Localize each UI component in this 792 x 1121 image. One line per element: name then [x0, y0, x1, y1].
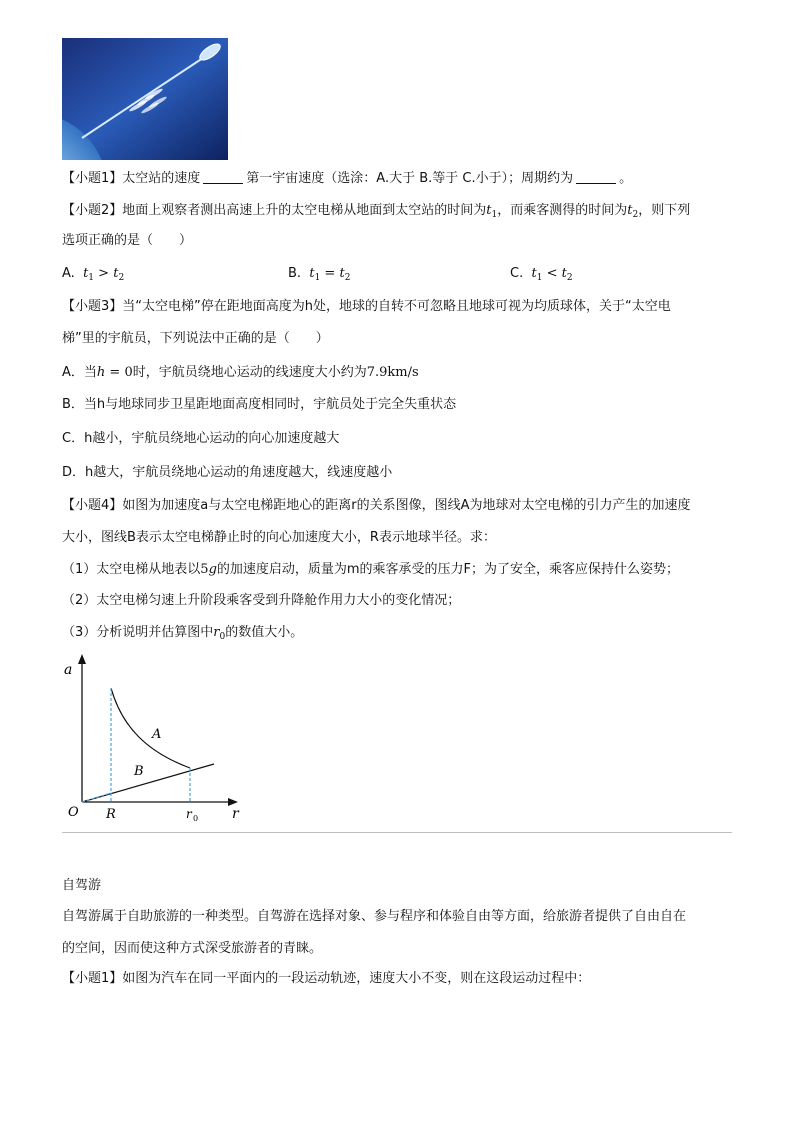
y-axis-arrow — [78, 654, 86, 664]
line-b-label: B — [134, 764, 144, 779]
q3-option-b[interactable]: B．当h与地球同步卫星距地面高度相同时，宇航员处于完全失重状态 — [62, 397, 457, 412]
question-4-sub-3: （3）分析说明并估算图中$r_0$的数值大小。 — [62, 625, 304, 642]
question-1-line: 【小题1】太空站的速度 第一宇宙速度（选涂：A.大于 B.等于 C.小于）；周期约为 。 — [62, 171, 633, 186]
q2-option-b[interactable]: B. $t_1 = t_2$ — [288, 266, 351, 283]
section-paragraph-line-2: 的空间，因而使这种方式深受旅游者的青睐。 — [62, 941, 323, 956]
r0-sub-label: 0 — [193, 814, 199, 823]
question-2-line-2: 选项正确的是（ ） — [62, 233, 193, 248]
question-4-sub-1: （1）太空电梯从地表以5g的加速度启动，质量为m的乘客承受的压力F；为了安全，乘客应保持什么姿势； — [62, 562, 680, 577]
origin-label: O — [68, 805, 79, 820]
section-divider — [62, 832, 732, 833]
x-axis-arrow — [228, 798, 238, 806]
q2-option-c[interactable]: C. $t_1 < t_2$ — [510, 266, 573, 283]
question-4-sub-2: （2）太空电梯匀速上升阶段乘客受到升降舱作用力大小的变化情况； — [62, 593, 461, 608]
y-axis-label: a — [64, 662, 73, 678]
q2-option-a[interactable]: A. $t_1 > t_2$ — [62, 266, 125, 283]
q3-option-d[interactable]: D．h越大，宇航员绕地心运动的角速度越大，线速度越小 — [62, 465, 393, 480]
acceleration-distance-graph — [62, 652, 252, 832]
question-2-line-1: 【小题2】地面上观察者测出高速上升的太空电梯从地面到太空站的时间为$t_1$，而乘客测得的时间为$t_2$，则下列 — [62, 203, 691, 220]
curve-a — [111, 688, 190, 768]
r-label: R — [106, 807, 116, 822]
question-3-line-2: 梯”里的宇航员，下列说法中正确的是（ ） — [62, 331, 329, 346]
curve-a-label: A — [152, 727, 162, 742]
question-4-line-1: 【小题4】如图为加速度a与太空电梯距地心的距离r的关系图像，图线A为地球对太空电梯的引力产生的加速度 — [62, 498, 691, 513]
space-elevator-image — [62, 38, 228, 160]
x-axis-label: r — [232, 806, 239, 822]
answer-blank[interactable] — [203, 171, 243, 184]
q3-option-c[interactable]: C．h越小，宇航员绕地心运动的向心加速度越大 — [62, 431, 340, 446]
question-3-line-1: 【小题3】当“太空电梯”停在距地面高度为h处，地球的自转不可忽略且地球可视为均质球体，关于“太空电 — [62, 299, 671, 314]
question-4-line-2: 大小，图线B表示太空电梯静止时的向心加速度大小，R表示地球半径。求： — [62, 530, 496, 545]
section-title: 自驾游 — [62, 878, 102, 893]
section-question-1: 【小题1】如图为汽车在同一平面内的一段运动轨迹，速度大小不变，则在这段运动过程中： — [62, 971, 591, 986]
q3-option-a[interactable]: A．当h = 0时，宇航员绕地心运动的线速度大小约为7.9km/s — [62, 365, 419, 380]
answer-blank[interactable] — [576, 171, 616, 184]
r0-label: r — [186, 807, 192, 821]
section-paragraph-line-1: 自驾游属于自助旅游的一种类型。自驾游在选择对象、参与程序和体验自由等方面，给旅游者提供了自由自在 — [62, 909, 687, 924]
